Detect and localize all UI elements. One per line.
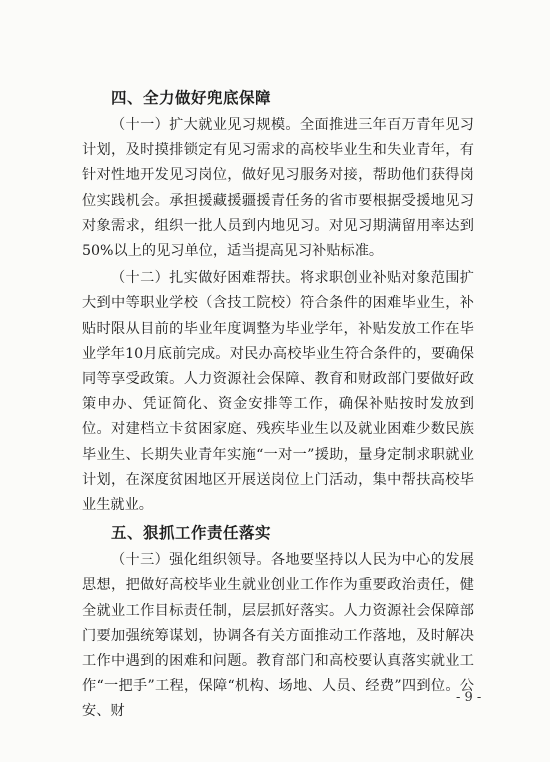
paragraph-12-lead: （十二）扎实做好困难帮扶。 xyxy=(111,270,300,287)
paragraph-12-text: 将求职创业补贴对象范围扩大到中等职业学校（含技工院校）符合条件的困难毕业生，补贴时限从目前的毕业年度调整为毕业学年，补贴发放工作在毕业学年10月底前完成。对民办高校毕业生符合条件的，要确保同等享受政策。人力资源社会保障、教育和财政部门要做好政策申办、凭证简化、资金安排等工作，确保补贴按时发放到位。对建档立卡贫困家庭、残疾毕业生以及就业困难少数民族毕业生、长期失业青年实施“一对一”援助，量身定制求职就业计划，在深度贫困地区开展送岗位上门活动，集中帮扶高校毕业生就业。 xyxy=(82,270,474,514)
paragraph-13-lead: （十三）强化组织领导。 xyxy=(111,552,271,569)
document-body xyxy=(82,83,474,725)
section-heading-4: 四、全力做好兜底保障 xyxy=(111,89,272,107)
paragraph-11 xyxy=(82,113,474,264)
paragraph-13-text: 各地要坚持以人民为中心的发展思想，把做好高校毕业生就业创业工作作为重要政治责任，健全就业工作目标责任制，层层抓好落实。人力资源社会保障部门要加强统筹谋划，协调各有关方面推动工作落地，及时解决工作中遇到的困难和问题。教育部门和高校要认真落实就业工作“一把手”工程，保障“机构、场地、人员、经费”四到位。公安、财 xyxy=(82,552,474,720)
paragraph-11-lead: （十一）扩大就业见习规模。 xyxy=(111,117,300,133)
paragraph-11-text: 全面推进三年百万青年见习计划，及时摸排锁定有见习需求的高校毕业生和失业青年，有针对性地开发见习岗位，做好见习服务对接，帮助他们获得岗位实践机会。承担援藏援疆援青任务的省市要根据受援地见习对象需求，组织一批人员到内地见习。对见习期满留用率达到50%以上的见习单位，适当提高见习补贴标准。 xyxy=(82,117,474,260)
section-heading-5: 五、狠抓工作责任落实 xyxy=(111,524,272,543)
paragraph-12 xyxy=(82,266,474,518)
paragraph-13 xyxy=(82,548,474,724)
page-number: - 9 - xyxy=(456,690,482,705)
